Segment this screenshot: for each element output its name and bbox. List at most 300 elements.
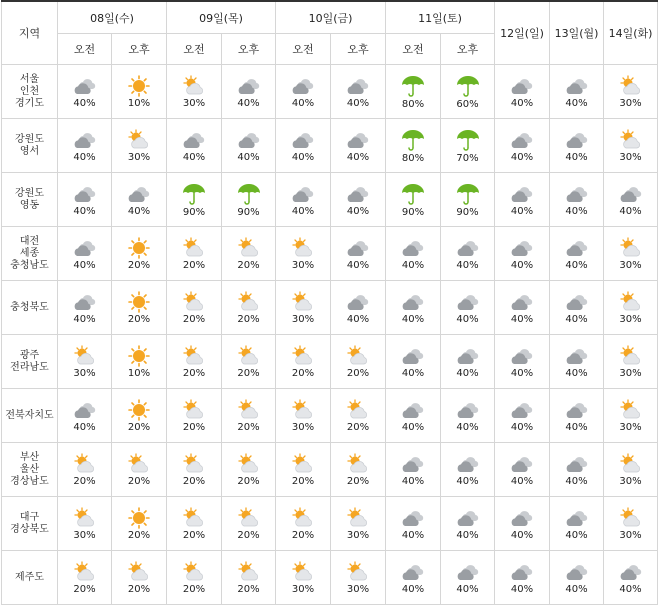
forecast-cell — [58, 281, 112, 335]
forecast-cell — [112, 119, 167, 173]
precip-probability: 30% — [291, 313, 315, 325]
cloudy-icon — [455, 507, 481, 529]
sunny-icon — [126, 507, 152, 529]
forecast-cell — [604, 551, 658, 605]
forecast-cell — [112, 443, 167, 497]
precip-probability: 90% — [237, 206, 260, 218]
forecast-cell — [386, 281, 441, 335]
precip-probability: 40% — [291, 205, 315, 217]
precip-probability: 30% — [619, 367, 642, 379]
cloudy-icon — [509, 75, 535, 97]
precip-probability: 40% — [346, 259, 370, 271]
precip-probability: 40% — [73, 97, 96, 109]
forecast-cell — [550, 281, 604, 335]
forecast-cell — [604, 443, 658, 497]
day-header: 10일(금) — [276, 1, 386, 34]
forecast-row — [2, 173, 658, 227]
precip-probability: 20% — [182, 421, 206, 433]
forecast-cell — [495, 119, 550, 173]
forecast-cell — [112, 497, 167, 551]
precip-probability: 40% — [291, 151, 315, 163]
precip-probability: 40% — [510, 205, 534, 217]
forecast-cell — [58, 227, 112, 281]
forecast-cell — [386, 335, 441, 389]
forecast-cell — [276, 65, 331, 119]
forecast-cell — [495, 281, 550, 335]
precip-probability: 40% — [401, 421, 425, 433]
cloudy-icon — [618, 183, 644, 205]
precip-probability: 40% — [565, 259, 588, 271]
forecast-cell — [604, 173, 658, 227]
cloudy-icon — [236, 75, 262, 97]
cloudy-icon — [564, 399, 590, 421]
cloudy-icon — [72, 399, 98, 421]
cloudy-icon — [345, 237, 371, 259]
precip-probability: 30% — [619, 529, 642, 541]
precip-probability: 30% — [291, 421, 315, 433]
cloudy-icon — [400, 561, 426, 583]
forecast-cell — [167, 335, 222, 389]
partly-cloudy-icon — [181, 345, 207, 367]
forecast-cell — [604, 389, 658, 443]
forecast-cell — [167, 119, 222, 173]
forecast-cell — [331, 173, 386, 227]
cloudy-icon — [400, 345, 426, 367]
partly-cloudy-icon — [72, 345, 98, 367]
precip-probability: 60% — [456, 98, 479, 110]
partly-cloudy-icon — [290, 399, 316, 421]
precip-probability: 40% — [346, 205, 370, 217]
forecast-cell — [550, 173, 604, 227]
partly-cloudy-icon — [290, 507, 316, 529]
partly-cloudy-icon — [181, 507, 207, 529]
partly-cloudy-icon — [618, 75, 644, 97]
precip-probability: 20% — [73, 475, 96, 487]
cloudy-icon — [72, 129, 98, 151]
umbrella-icon — [455, 74, 481, 98]
pm-header: 오후 — [331, 34, 386, 65]
forecast-cell — [112, 173, 167, 227]
precip-probability: 30% — [182, 97, 206, 109]
forecast-cell — [58, 389, 112, 443]
cloudy-icon — [400, 291, 426, 313]
partly-cloudy-icon — [72, 507, 98, 529]
forecast-row — [2, 443, 658, 497]
forecast-row — [2, 227, 658, 281]
pm-header: 오후 — [112, 34, 167, 65]
region-name: 제주도 — [2, 551, 58, 605]
cloudy-icon — [72, 291, 98, 313]
forecast-cell — [167, 551, 222, 605]
precip-probability: 30% — [619, 313, 642, 325]
forecast-cell — [441, 227, 495, 281]
forecast-cell — [550, 443, 604, 497]
precip-probability: 40% — [456, 313, 479, 325]
cloudy-icon — [509, 453, 535, 475]
cloudy-icon — [72, 237, 98, 259]
sunny-icon — [126, 75, 152, 97]
forecast-cell — [222, 551, 276, 605]
forecast-cell — [167, 281, 222, 335]
forecast-cell — [550, 551, 604, 605]
precip-probability: 20% — [127, 475, 151, 487]
precip-probability: 30% — [291, 583, 315, 595]
forecast-cell — [495, 227, 550, 281]
precip-probability: 40% — [346, 313, 370, 325]
forecast-cell — [550, 497, 604, 551]
forecast-cell — [167, 65, 222, 119]
precip-probability: 40% — [456, 367, 479, 379]
partly-cloudy-icon — [345, 507, 371, 529]
precip-probability: 40% — [565, 313, 588, 325]
cloudy-icon — [564, 345, 590, 367]
precip-probability: 40% — [237, 151, 260, 163]
forecast-cell — [386, 497, 441, 551]
forecast-cell — [112, 65, 167, 119]
partly-cloudy-icon — [72, 453, 98, 475]
partly-cloudy-icon — [290, 237, 316, 259]
precip-probability: 40% — [510, 313, 534, 325]
cloudy-icon — [564, 561, 590, 583]
precip-probability: 20% — [291, 475, 315, 487]
umbrella-icon — [236, 182, 262, 206]
cloudy-icon — [564, 453, 590, 475]
partly-cloudy-icon — [126, 129, 152, 151]
precip-probability: 40% — [401, 583, 425, 595]
precip-probability: 20% — [182, 583, 206, 595]
precip-probability: 40% — [565, 205, 588, 217]
forecast-cell — [386, 173, 441, 227]
forecast-cell — [276, 173, 331, 227]
region-name: 전북자치도 — [2, 389, 58, 443]
forecast-cell — [441, 335, 495, 389]
forecast-cell — [58, 65, 112, 119]
forecast-cell — [386, 443, 441, 497]
precip-probability: 40% — [456, 475, 479, 487]
precip-probability: 30% — [73, 367, 96, 379]
partly-cloudy-icon — [126, 453, 152, 475]
pm-header: 오후 — [441, 34, 495, 65]
forecast-cell — [276, 497, 331, 551]
forecast-cell — [386, 227, 441, 281]
forecast-cell — [331, 335, 386, 389]
precip-probability: 40% — [401, 529, 425, 541]
partly-cloudy-icon — [290, 345, 316, 367]
precip-probability: 20% — [237, 421, 260, 433]
partly-cloudy-icon — [236, 561, 262, 583]
forecast-cell — [58, 119, 112, 173]
forecast-cell — [222, 173, 276, 227]
cloudy-icon — [345, 129, 371, 151]
precip-probability: 40% — [237, 97, 260, 109]
forecast-cell — [167, 443, 222, 497]
region-name: 부산 울산 경상남도 — [2, 443, 58, 497]
precip-probability: 40% — [565, 97, 588, 109]
day-header: 13일(월) — [550, 1, 604, 65]
partly-cloudy-icon — [618, 129, 644, 151]
precip-probability: 40% — [456, 583, 479, 595]
partly-cloudy-icon — [236, 291, 262, 313]
forecast-cell — [604, 65, 658, 119]
partly-cloudy-icon — [236, 345, 262, 367]
forecast-cell — [331, 497, 386, 551]
forecast-row — [2, 497, 658, 551]
cloudy-icon — [455, 561, 481, 583]
precip-probability: 30% — [619, 475, 642, 487]
cloudy-icon — [509, 291, 535, 313]
forecast-cell — [276, 551, 331, 605]
forecast-cell — [222, 443, 276, 497]
partly-cloudy-icon — [345, 561, 371, 583]
forecast-cell — [550, 65, 604, 119]
forecast-cell — [441, 551, 495, 605]
forecast-row — [2, 551, 658, 605]
umbrella-icon — [455, 128, 481, 152]
forecast-cell — [167, 389, 222, 443]
forecast-cell — [386, 119, 441, 173]
cloudy-icon — [455, 399, 481, 421]
precip-probability: 40% — [565, 475, 588, 487]
partly-cloudy-icon — [290, 453, 316, 475]
forecast-cell — [331, 119, 386, 173]
partly-cloudy-icon — [181, 453, 207, 475]
am-header: 오전 — [58, 34, 112, 65]
precip-probability: 20% — [182, 529, 206, 541]
precip-probability: 20% — [73, 583, 96, 595]
precip-probability: 20% — [237, 583, 260, 595]
precip-probability: 30% — [346, 583, 370, 595]
precip-probability: 40% — [619, 205, 642, 217]
cloudy-icon — [509, 561, 535, 583]
cloudy-icon — [72, 183, 98, 205]
forecast-cell — [331, 551, 386, 605]
partly-cloudy-icon — [618, 291, 644, 313]
forecast-cell — [550, 119, 604, 173]
forecast-cell — [604, 335, 658, 389]
region-name: 강원도 영서 — [2, 119, 58, 173]
cloudy-icon — [455, 237, 481, 259]
forecast-cell — [167, 497, 222, 551]
sunny-icon — [126, 345, 152, 367]
partly-cloudy-icon — [126, 561, 152, 583]
day-header: 12일(일) — [495, 1, 550, 65]
precip-probability: 20% — [237, 259, 260, 271]
forecast-cell — [441, 119, 495, 173]
precip-probability: 40% — [401, 475, 425, 487]
cloudy-icon — [290, 183, 316, 205]
forecast-cell — [495, 551, 550, 605]
partly-cloudy-icon — [618, 345, 644, 367]
sunny-icon — [126, 399, 152, 421]
forecast-cell — [276, 335, 331, 389]
precip-probability: 40% — [456, 421, 479, 433]
precip-probability: 30% — [619, 97, 642, 109]
partly-cloudy-icon — [345, 399, 371, 421]
cloudy-icon — [564, 291, 590, 313]
precip-probability: 40% — [73, 313, 96, 325]
cloudy-icon — [509, 129, 535, 151]
precip-probability: 40% — [565, 367, 588, 379]
cloudy-icon — [400, 237, 426, 259]
cloudy-icon — [290, 75, 316, 97]
cloudy-icon — [564, 183, 590, 205]
precip-probability: 40% — [346, 151, 370, 163]
cloudy-icon — [400, 453, 426, 475]
precip-probability: 40% — [127, 205, 151, 217]
forecast-row — [2, 389, 658, 443]
forecast-cell — [276, 389, 331, 443]
precip-probability: 40% — [182, 151, 206, 163]
precip-probability: 40% — [346, 97, 370, 109]
forecast-cell — [550, 335, 604, 389]
am-header: 오전 — [167, 34, 222, 65]
partly-cloudy-icon — [618, 453, 644, 475]
precip-probability: 30% — [619, 151, 642, 163]
cloudy-icon — [345, 291, 371, 313]
forecast-cell — [331, 443, 386, 497]
forecast-cell — [495, 389, 550, 443]
forecast-cell — [550, 389, 604, 443]
forecast-cell — [331, 281, 386, 335]
precip-probability: 10% — [127, 367, 151, 379]
precip-probability: 40% — [510, 583, 534, 595]
precip-probability: 40% — [510, 421, 534, 433]
forecast-cell — [112, 389, 167, 443]
partly-cloudy-icon — [236, 399, 262, 421]
partly-cloudy-icon — [181, 237, 207, 259]
partly-cloudy-icon — [618, 237, 644, 259]
precip-probability: 20% — [182, 313, 206, 325]
precip-probability: 20% — [182, 367, 206, 379]
day-header: 08일(수) — [58, 1, 167, 34]
precip-probability: 20% — [237, 313, 260, 325]
precip-probability: 30% — [619, 259, 642, 271]
partly-cloudy-icon — [181, 75, 207, 97]
partly-cloudy-icon — [236, 453, 262, 475]
precip-probability: 30% — [619, 421, 642, 433]
cloudy-icon — [455, 345, 481, 367]
forecast-cell — [222, 389, 276, 443]
forecast-cell — [441, 65, 495, 119]
partly-cloudy-icon — [618, 507, 644, 529]
umbrella-icon — [181, 182, 207, 206]
precip-probability: 30% — [73, 529, 96, 541]
forecast-row — [2, 335, 658, 389]
forecast-cell — [604, 281, 658, 335]
forecast-cell — [58, 497, 112, 551]
forecast-cell — [276, 281, 331, 335]
cloudy-icon — [455, 291, 481, 313]
precip-probability: 40% — [565, 583, 588, 595]
region-name: 서울 인천 경기도 — [2, 65, 58, 119]
forecast-cell — [222, 227, 276, 281]
precip-probability: 40% — [565, 421, 588, 433]
precip-probability: 40% — [456, 529, 479, 541]
day-header: 09일(목) — [167, 1, 276, 34]
partly-cloudy-icon — [181, 291, 207, 313]
forecast-cell — [441, 497, 495, 551]
precip-probability: 40% — [510, 475, 534, 487]
forecast-row — [2, 281, 658, 335]
precip-probability: 20% — [127, 313, 151, 325]
precip-probability: 20% — [127, 583, 151, 595]
day-header: 14일(화) — [604, 1, 658, 65]
forecast-cell — [222, 281, 276, 335]
forecast-cell — [604, 227, 658, 281]
forecast-cell — [276, 119, 331, 173]
forecast-cell — [550, 227, 604, 281]
precip-probability: 20% — [346, 367, 370, 379]
cloudy-icon — [181, 129, 207, 151]
partly-cloudy-icon — [181, 561, 207, 583]
partly-cloudy-icon — [72, 561, 98, 583]
precip-probability: 40% — [510, 97, 534, 109]
cloudy-icon — [509, 183, 535, 205]
precip-probability: 40% — [456, 259, 479, 271]
cloudy-icon — [564, 507, 590, 529]
precip-probability: 20% — [291, 529, 315, 541]
precip-probability: 20% — [182, 475, 206, 487]
forecast-cell — [276, 443, 331, 497]
umbrella-icon — [455, 182, 481, 206]
precip-probability: 20% — [182, 259, 206, 271]
precip-probability: 20% — [127, 529, 151, 541]
forecast-cell — [441, 443, 495, 497]
precip-probability: 40% — [510, 529, 534, 541]
precip-probability: 10% — [127, 97, 151, 109]
precip-probability: 30% — [127, 151, 151, 163]
precip-probability: 20% — [346, 475, 370, 487]
precip-probability: 40% — [73, 259, 96, 271]
cloudy-icon — [236, 129, 262, 151]
forecast-cell — [331, 389, 386, 443]
cloudy-icon — [345, 183, 371, 205]
day-header: 11일(토) — [386, 1, 495, 34]
region-name: 광주 전라남도 — [2, 335, 58, 389]
precip-probability: 30% — [346, 529, 370, 541]
forecast-cell — [386, 65, 441, 119]
precip-probability: 90% — [182, 206, 206, 218]
umbrella-icon — [400, 128, 426, 152]
precip-probability: 20% — [237, 475, 260, 487]
partly-cloudy-icon — [290, 291, 316, 313]
precip-probability: 40% — [291, 97, 315, 109]
cloudy-icon — [509, 507, 535, 529]
partly-cloudy-icon — [345, 345, 371, 367]
forecast-cell — [112, 227, 167, 281]
sunny-icon — [126, 291, 152, 313]
forecast-cell — [495, 497, 550, 551]
forecast-cell — [58, 551, 112, 605]
cloudy-icon — [290, 129, 316, 151]
precip-probability: 40% — [619, 583, 642, 595]
cloudy-icon — [455, 453, 481, 475]
forecast-cell — [386, 551, 441, 605]
forecast-cell — [58, 335, 112, 389]
cloudy-icon — [345, 75, 371, 97]
precip-probability: 20% — [237, 529, 260, 541]
am-header: 오전 — [276, 34, 331, 65]
precip-probability: 40% — [73, 205, 96, 217]
precip-probability: 40% — [510, 151, 534, 163]
forecast-cell — [276, 227, 331, 281]
forecast-row — [2, 65, 658, 119]
cloudy-icon — [400, 399, 426, 421]
forecast-cell — [331, 65, 386, 119]
cloudy-icon — [72, 75, 98, 97]
precip-probability: 40% — [73, 421, 96, 433]
cloudy-icon — [126, 183, 152, 205]
